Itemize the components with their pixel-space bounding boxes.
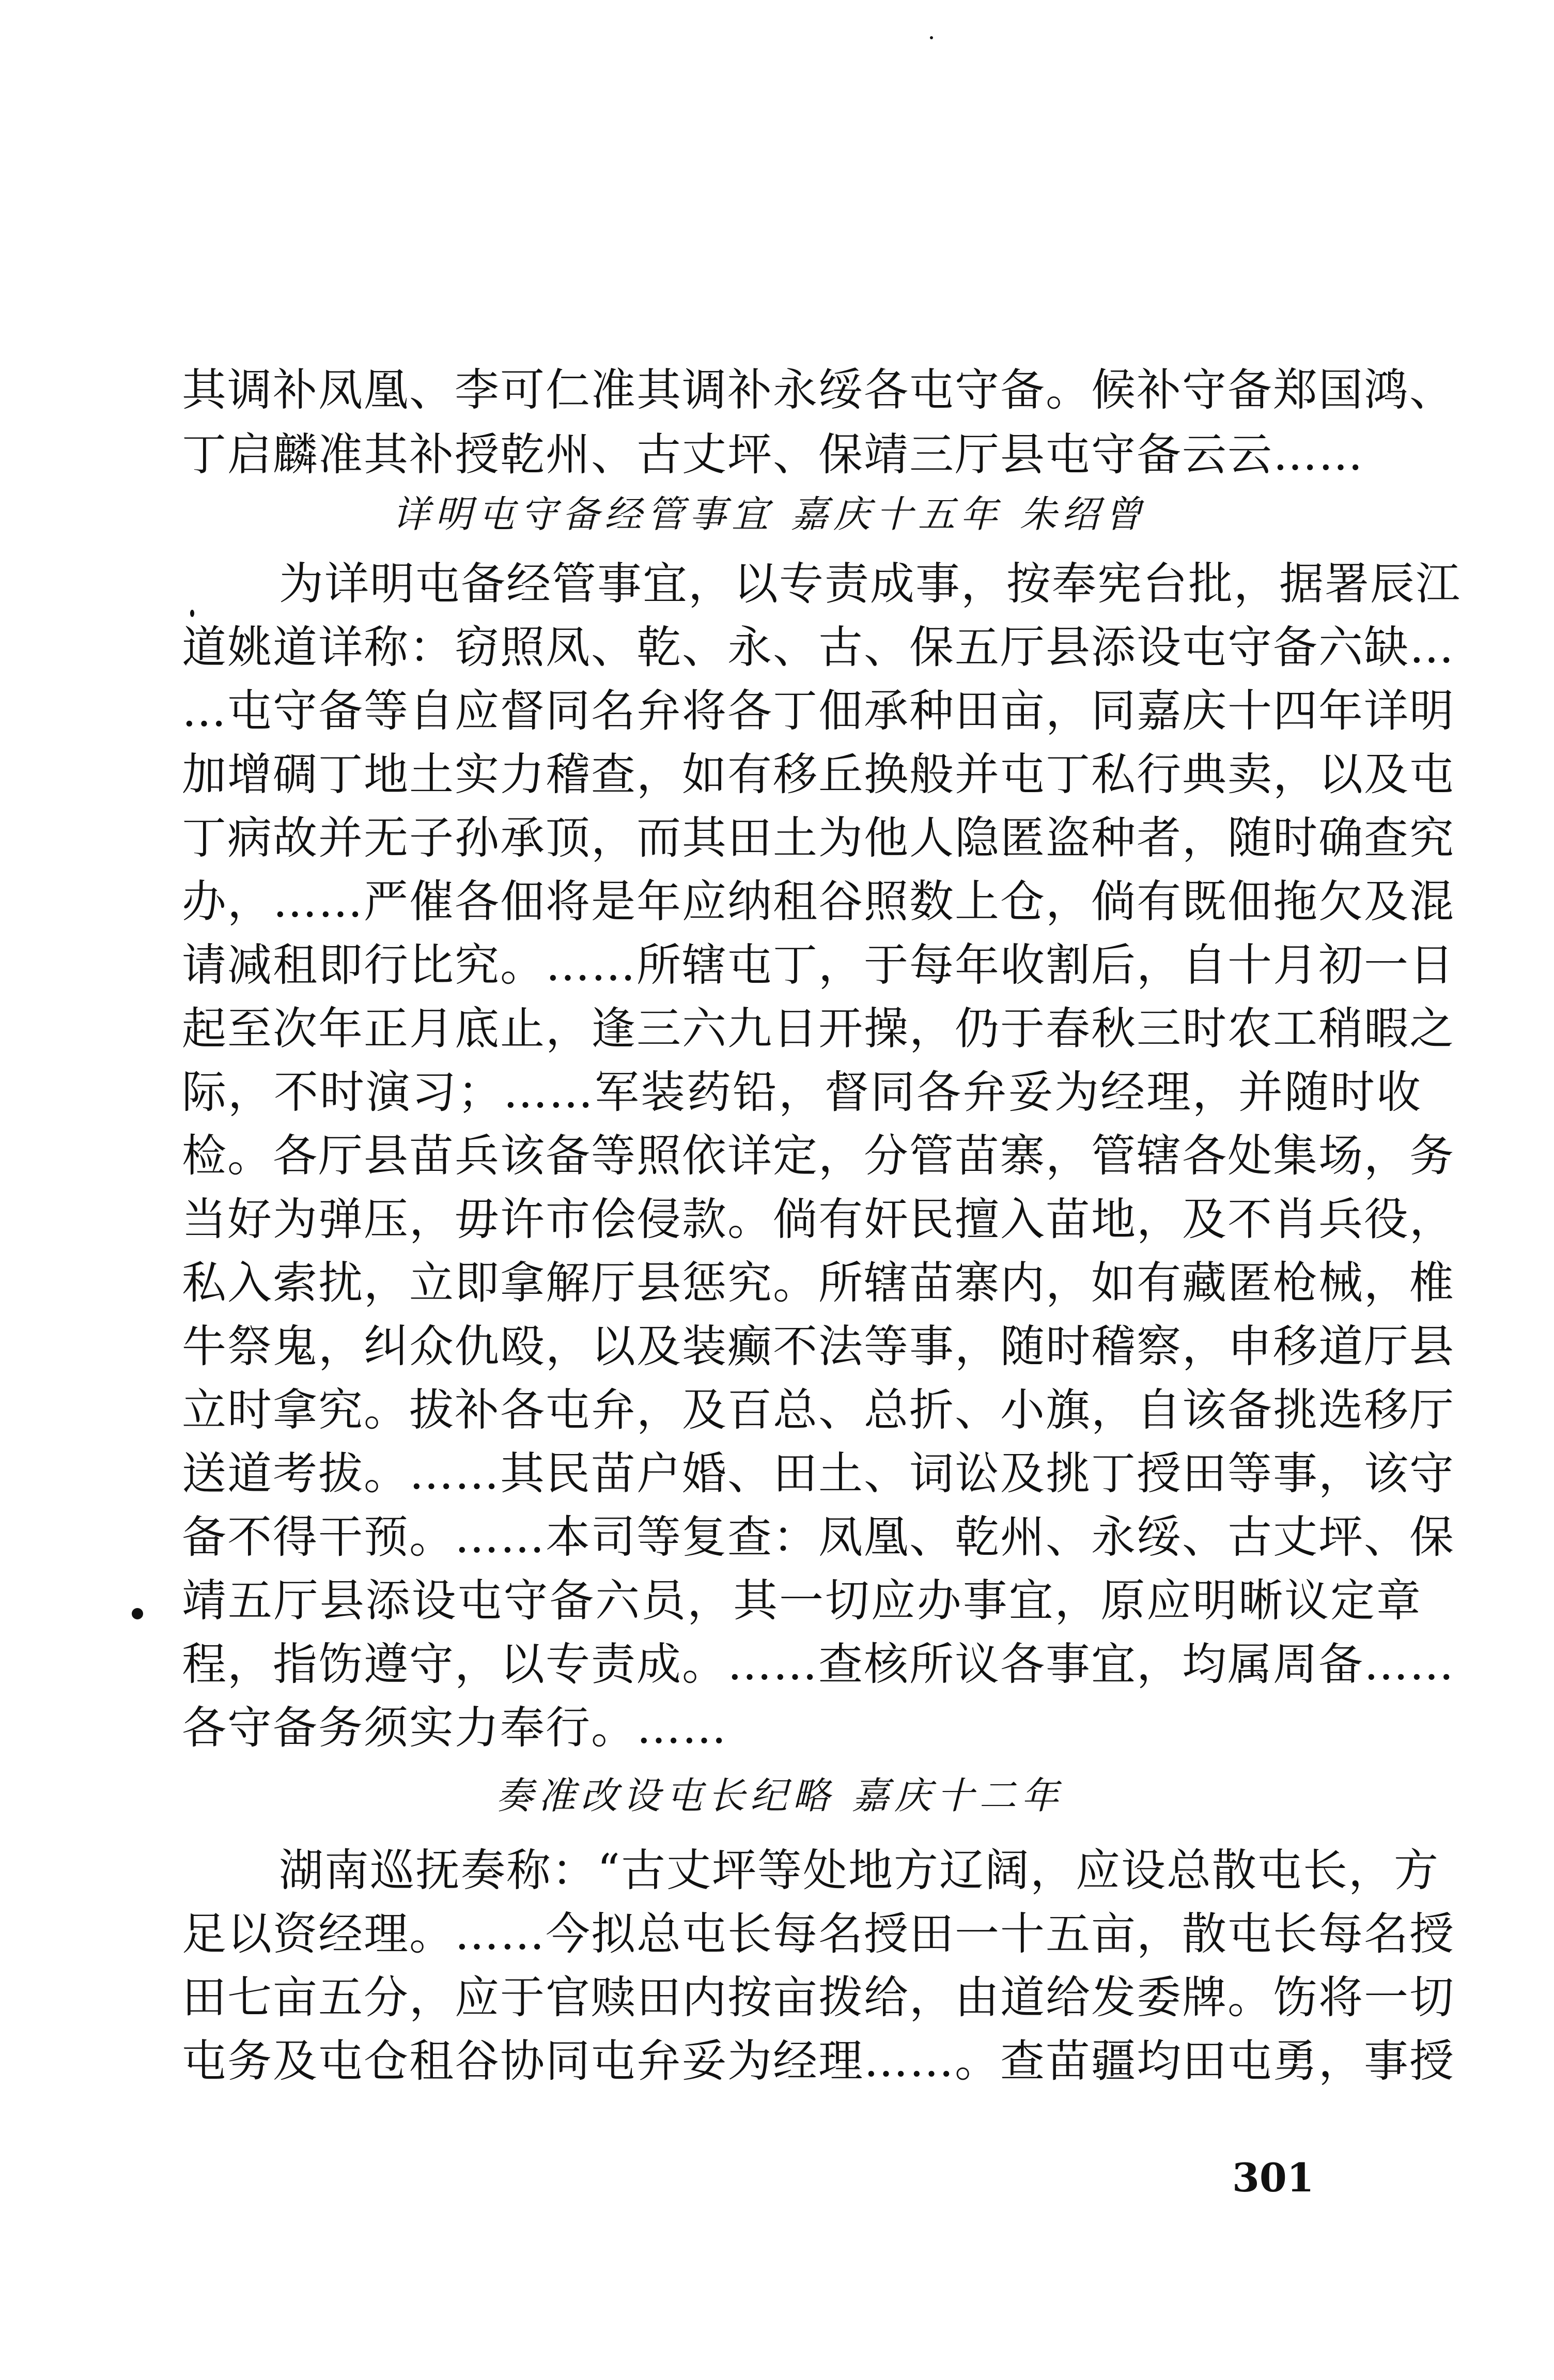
- text-line: 道姚道详称：窃照凤、乾、永、古、保五厅县添设屯守备六缺…: [182, 622, 1455, 673]
- section-heading: 奏准改设屯长纪略 嘉庆十二年: [496, 1774, 1064, 1817]
- text-line: 屯务及屯仓租谷协同屯弁妥为经理……。查苗疆均田屯勇，事授: [182, 2035, 1455, 2087]
- scan-speck: [190, 610, 194, 617]
- text-line: 备不得干预。……本司等复查：凤凰、乾州、永绥、古丈坪、保: [182, 1511, 1455, 1563]
- text-line: 送道考拔。……其民苗户婚、田土、词讼及挑丁授田等事，该守: [182, 1448, 1455, 1500]
- text-line: 私入索扰，立即拿解厅县惩究。所辖苗寨内，如有藏匿枪械，椎: [182, 1257, 1455, 1309]
- text-line: 立时拿究。拔补各屯弁，及百总、总折、小旗，自该备挑选移厅: [182, 1384, 1455, 1436]
- text-line: 各守备务须实力奉行。……: [182, 1702, 727, 1754]
- text-line: …屯守备等自应督同名弁将各丁佃承种田亩，同嘉庆十四年详明: [182, 685, 1455, 737]
- scan-speck: [930, 36, 933, 39]
- text-line: 为详明屯备经管事宜，以专责成事，按奉宪台批，据署辰江: [279, 558, 1461, 610]
- text-line: 湖南巡抚奏称：“古丈坪等处地方辽阔，应设总散屯长，方: [279, 1845, 1439, 1896]
- text-line: 丁启麟准其补授乾州、古丈坪、保靖三厅县屯守备云云……: [182, 429, 1364, 481]
- text-line: 办，……严催各佃将是年应纳租谷照数上仓，倘有既佃拖欠及混: [182, 876, 1455, 928]
- text-line: 丁病故并无子孙承顶，而其田土为他人隐匿盗种者，随时确查究: [182, 812, 1455, 864]
- text-line: 牛祭鬼，纠众仇殴，以及装癫不法等事，随时稽察，申移道厅县: [182, 1321, 1455, 1372]
- text-line: 当好为弹压，毋许市侩侵款。倘有奸民擅入苗地，及不肖兵役，: [182, 1194, 1455, 1245]
- text-line: 加增碉丁地土实力稽查，如有移丘换般并屯丁私行典卖，以及屯: [182, 749, 1455, 800]
- page-number: 301: [1232, 2155, 1314, 2201]
- text-line: 起至次年正月底止，逢三六九日开操，仍于春秋三时农工稍暇之: [182, 1003, 1455, 1055]
- scan-speck: [132, 1608, 143, 1619]
- text-line: 检。各厅县苗兵该备等照依详定，分管苗寨，管辖各处集场，务: [182, 1130, 1455, 1182]
- text-line: 请减租即行比究。……所辖屯丁，于每年收割后，自十月初一日: [182, 939, 1455, 991]
- section-heading: 详明屯守备经管事宜 嘉庆十五年 朱绍曾: [393, 492, 1147, 536]
- text-line: 足以资经理。……今拟总屯长每名授田一十五亩，散屯长每名授: [182, 1908, 1455, 1960]
- text-line: 程，指饬遵守，以专责成。……查核所议各事宜，均属周备……: [182, 1639, 1455, 1690]
- text-line: 其调补凤凰、李可仁准其调补永绥各屯守备。候补守备郑国鸿、: [182, 364, 1455, 416]
- text-line: 靖五厅县添设屯守备六员，其一切应办事宜，原应明晰议定章: [182, 1575, 1422, 1627]
- text-line: 际，不时演习；……军装药铅，督同各弁妥为经理，并随时收: [182, 1067, 1422, 1118]
- text-line: 田七亩五分，应于官赎田内按亩拨给，由道给发委牌。饬将一切: [182, 1972, 1455, 2023]
